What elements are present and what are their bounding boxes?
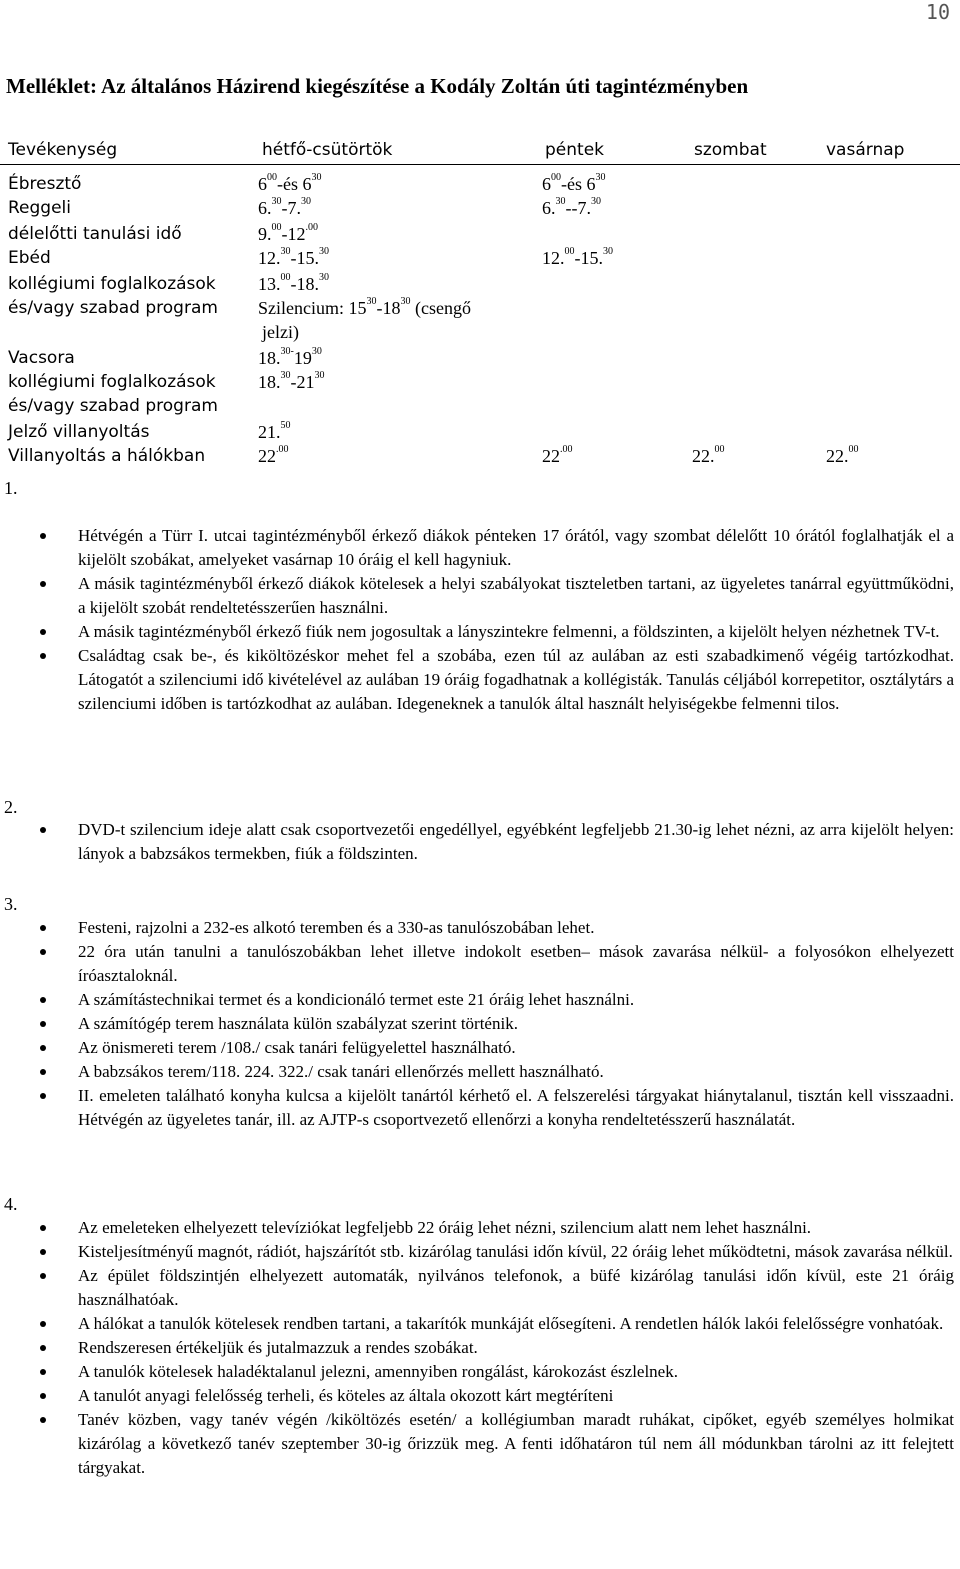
fri-cell (542, 446, 573, 467)
list-item: DVD-t szilencium ideje alatt csak csoportvezetői engedéllyel, egyébként legfeljebb 21.30-ig lehet nézni, az arra kijelölt helyen: lányok a babzsákos termekben, fiúk a földszinten. (0, 818, 960, 866)
time-part: 00 (267, 172, 277, 183)
section-list (0, 524, 960, 716)
list-item: Festeni, rajzolni a 232-es alkotó teremben és a 330-as tanulószobában lehet. (0, 916, 960, 940)
table-row (0, 422, 960, 446)
list-item: Az emeleteken elhelyezett televíziókat legfeljebb 22 óráig lehet nézni, szilencium alatt nem lehet használni. (0, 1216, 960, 1240)
time-part: -18 (376, 298, 401, 318)
time-part: -és 6 (561, 174, 596, 194)
mon-thu-cell (258, 248, 329, 269)
time-part: 13. (258, 274, 281, 294)
list-item: Tanév közben, vagy tanév végén /kiköltözés esetén/ a kollégiumban maradt ruhákat, cipőket, egyéb személyes holmikat kizárólag a következő tanév szeptember 30-ig őrizzük meg. A fenti időhatáron túl nem áll módunkban tárolni az itt felejtett tárgyakat. (0, 1408, 960, 1480)
time-part: 18. (258, 372, 281, 392)
section-number: 2. (4, 797, 18, 817)
time-part: 50 (280, 420, 291, 431)
time-part: Szilencium: 15 (258, 298, 367, 318)
list-item: A számítástechnikai termet és a kondicionáló termet este 21 óráig lehet használni. (0, 988, 960, 1012)
section-list (0, 916, 960, 1132)
activity-cell: délelőtti tanulási idő (8, 224, 182, 244)
table-row (0, 372, 960, 396)
time-part: -7. (281, 198, 301, 218)
header-divider (0, 164, 960, 165)
mon-thu-cell (258, 224, 318, 245)
time-part: 00 (271, 222, 282, 233)
page-number: 10 (925, 0, 950, 24)
mon-thu-cell (258, 446, 289, 467)
activity-cell: kollégiumi foglalkozások (8, 372, 216, 392)
header-cell-sunday: vasárnap (826, 140, 905, 160)
mon-thu-cell (258, 348, 322, 369)
mon-thu-cell (258, 372, 325, 393)
time-part: -18. (290, 274, 319, 294)
time-part: 22 (542, 446, 560, 466)
table-row (0, 348, 960, 372)
list-item: Kisteljesítményű magnót, rádiót, hajszárítót stb. kizárólag tanulási időn kívül, 22 óráig lehet működtetni, mások zavarása nélkül. (0, 1240, 960, 1264)
list-item: Hétvégén a Türr I. utcai tagintézményből érkező diákok pénteken 17 órától, vagy szombat délelőtt 10 órától foglalhatják el a kijelölt szobákat, amelyeket vasárnap 10 óráig el kell hagyniuk. (0, 524, 960, 572)
table-row (0, 198, 960, 222)
mon-thu-cell (258, 298, 471, 319)
fri-cell (542, 198, 601, 219)
time-part: .00 (305, 222, 318, 233)
time-part: 12. (258, 248, 281, 268)
list-item: 22 óra után tanulni a tanulószobákban lehet illetve indokolt esetben– mások zavarása nélkül- a folyosókon elhelyezett íróasztaloknál. (0, 940, 960, 988)
table-row (0, 298, 960, 322)
list-item: A tanulót anyagi felelősség terheli, és köteles az általa okozott kárt megtéríteni (0, 1384, 960, 1408)
time-part: 6 (542, 174, 551, 194)
activity-cell: Ébresztő (8, 174, 82, 194)
time-part: 22. (826, 446, 849, 466)
header-cell-saturday: szombat (694, 140, 767, 160)
activity-cell: és/vagy szabad program (8, 298, 218, 318)
time-part: 21. (258, 422, 281, 442)
time-part: -15. (290, 248, 319, 268)
mon-thu-cell (258, 174, 322, 195)
time-part: 30 (595, 172, 606, 183)
time-part: 30 (555, 196, 566, 207)
list-item: A számítógép terem használata külön szabályzat szerint történik. (0, 1012, 960, 1036)
list-item: A másik tagintézményből érkező diákok kötelesek a helyi szabályokat tiszteletben tartani, az ügyeletes tanárral együttműködni, a kijelölt szobát rendeltetésszerűen használni. (0, 572, 960, 620)
time-part: 30 (603, 246, 613, 257)
time-part: 30 (400, 296, 411, 307)
time-part: 00 (714, 444, 725, 455)
activity-cell: és/vagy szabad program (8, 396, 218, 416)
time-part: (csengő (410, 298, 471, 318)
time-part: 00 (551, 172, 561, 183)
time-part: 6. (258, 198, 272, 218)
mon-thu-cell (258, 422, 291, 443)
list-item: Az épület földszintjén elhelyezett automaták, nyilvános telefonok, a büfé kizárólag tanulási időn kívül, este 21 óráig használhatóak. (0, 1264, 960, 1312)
table-row (0, 274, 960, 298)
sun-cell (826, 446, 859, 467)
time-part: 30 (311, 172, 322, 183)
activity-cell: Reggeli (8, 198, 71, 218)
table-row (0, 396, 960, 420)
list-item: A másik tagintézményből érkező fiúk nem jogosultak a lányszintekre felmenni, a földszinten, a kijelölt helyen nézhetnek TV-t. (0, 620, 960, 644)
time-part: 18. (258, 348, 281, 368)
list-item: Az önismereti terem /108./ csak tanári felügyelettel használható. (0, 1036, 960, 1060)
mon-thu-cell (258, 198, 311, 219)
time-part: -21 (290, 372, 315, 392)
list-item: II. emeleten található konyha kulcsa a kijelölt tanártól kérhető el. A felszerelési tárgyakat hiánytalanul, tisztán kell visszaadni. Hétvégén az ügyeletes tanár, ill. az AJTP-s csoportvezető ellenőrzi a konyha rendeltetésszerű használatát. (0, 1084, 960, 1132)
list-item: A hálókat a tanulók kötelesek rendben tartani, a takarítók munkáját elősegíteni. A rendetlen hálók lakói felelősségre vonhatóak. (0, 1312, 960, 1336)
time-part: 19 (293, 348, 312, 368)
schedule-table (0, 136, 960, 476)
activity-cell: Ebéd (8, 248, 51, 268)
time-part: 30 (280, 370, 291, 381)
list-item: Családtag csak be-, és kiköltözéskor mehet fel a szobába, ezen túl az aulában az esti szabadkimenő végéig tartózkodhat. Látogatót a szilenciumi idő kivételével az aulában 19 óráig fogadhatnak a kollégisták. Tanulás céljából korrepetitor, osztálytárs a szilenciumi időben is tartózkodhat az aulában. Idegeneknek a tanulók által használt helyiségekbe felmenni tilos. (0, 644, 960, 716)
time-part: -15. (574, 248, 603, 268)
time-part: 30 (366, 296, 377, 307)
time-part: 00 (280, 272, 291, 283)
section-number: 1. (4, 478, 18, 498)
time-part: 30 (280, 246, 291, 257)
table-row (0, 174, 960, 198)
time-part: 00 (848, 444, 859, 455)
section-list (0, 1216, 960, 1480)
page-title: Melléklet: Az általános Házirend kiegészítése a Kodály Zoltán úti tagintézményben (6, 74, 749, 98)
table-row (0, 446, 960, 470)
time-part: .00 (560, 444, 573, 455)
time-part: 6 (258, 174, 267, 194)
mon-thu-cell: jelzi) (262, 322, 299, 342)
time-part: 00 (564, 246, 575, 257)
time-part: --7. (565, 198, 591, 218)
time-part: 22. (692, 446, 715, 466)
time-part: 30 (314, 370, 325, 381)
list-item: A tanulók kötelesek haladéktalanul jelezni, amennyiben rongálást, károkozást észlelnek. (0, 1360, 960, 1384)
time-part: 30 (319, 246, 329, 257)
time-part: 30 (271, 196, 282, 207)
time-part: 6. (542, 198, 556, 218)
header-cell-friday: péntek (545, 140, 604, 160)
table-row (0, 322, 960, 346)
activity-cell: Vacsora (8, 348, 75, 368)
time-part: -12 (281, 224, 306, 244)
activity-cell: Villanyoltás a hálókban (8, 446, 206, 466)
time-part: .00 (276, 444, 289, 455)
table-row (0, 224, 960, 248)
fri-cell (542, 174, 606, 195)
time-part: 30- (280, 346, 294, 357)
section-number: 4. (4, 1194, 18, 1214)
time-part: 30 (591, 196, 601, 207)
table-row (0, 248, 960, 272)
table-header-row (0, 140, 960, 164)
mon-thu-cell (258, 274, 329, 295)
activity-cell: Jelző villanyoltás (8, 422, 150, 442)
activity-cell: kollégiumi foglalkozások (8, 274, 216, 294)
time-part: 12. (542, 248, 565, 268)
section-list (0, 818, 960, 866)
time-part: 30 (319, 272, 329, 283)
time-part: 9. (258, 224, 272, 244)
time-part: 30 (301, 196, 311, 207)
header-cell-mon-thu: hétfő-csütörtök (262, 140, 393, 160)
sat-cell (692, 446, 725, 467)
time-part: -és 6 (277, 174, 312, 194)
list-item: Rendszeresen értékeljük és jutalmazzuk a rendes szobákat. (0, 1336, 960, 1360)
time-part: 22 (258, 446, 276, 466)
fri-cell (542, 248, 613, 269)
header-cell-activity: Tevékenység (8, 140, 118, 160)
time-part: 30 (311, 346, 322, 357)
list-item: A babzsákos terem/118. 224. 322./ csak tanári ellenőrzés mellett használható. (0, 1060, 960, 1084)
section-number: 3. (4, 894, 18, 914)
